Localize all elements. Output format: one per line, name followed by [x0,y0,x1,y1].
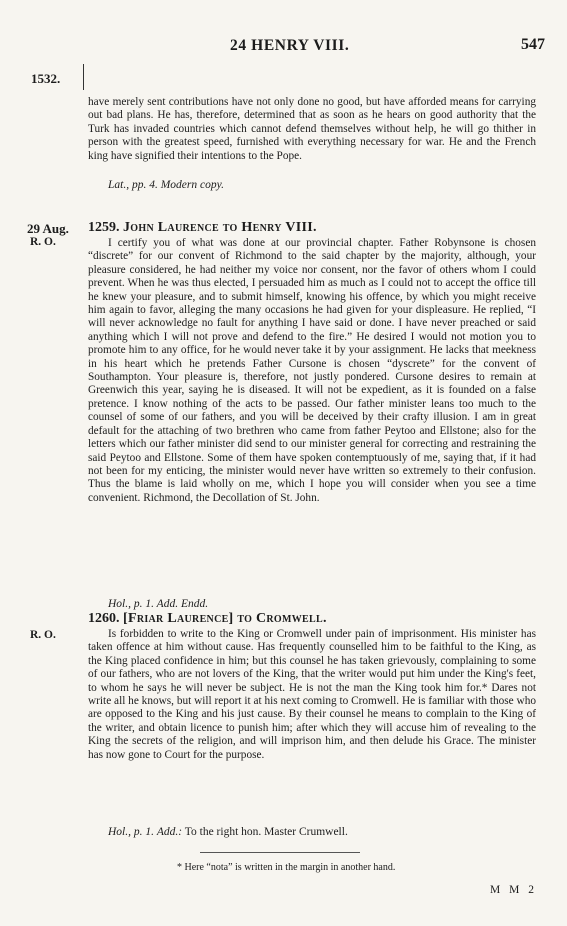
cite-hol: Hol., p. 1. [108,826,154,838]
continuation-text: have merely sent contributions have not only done no good, but have afforded means for carrying out bad plans. He has, therefore, determined that as soon as he hears on good authority that the Turk has invaded countries which cannot defend themselves without help, he will go thither in person with the greatest speed, furnished with everything necessary for war. He and the French king have signified their intentions to the Pope. [88,96,536,162]
entry-1259-text: I certify you of what was done at our provincial chapter. Father Robynsone is chosen “discrete” for our convent of Richmond to the said chapter by the majority, although, your pleasure considered, he had neither my voice nor consent, nor the favor of others whom I could prevent. When he was thus elected, I persuaded him as much as I could not to accept the office till he knew your pleasure, and to submit himself, knowing his offence, by which you might receive him again to favor, alleging the many occasions he had given for your displeasure. He replied, “I will never acknowledge no fault for anything I have said or done. I have never preached or said anything which I will not prove and defend to the fire.” He desired I would not motion you to promote him to any office, for he would never take it by your assignment. He lacks that meekness in his heart which he pretends Father Cursone is chosen “dyscrete” for the convent of Southampton. Your pleasure is, therefore, not justly pondered. Cursone desires to remain at Greenwich this year, saying he is diseased. It will not be expedient, as it is founded on a false pretence. I know nothing of the acts to be passed. Our father minister leans too much to the counsel of some of our fathers, and you will be deceived by their crafty illusion. I am in great default for the attaching of two brethren who came from father Peytoo and Ellstone; also for the letters which our father minister did send to our minister general for correcting and restraining the said Peytoo and Ellstone. Some of them have spoken contemptuously of me, saying that, if it had not been for my enticing, the minister would never have written so extremely to their confusion. Thus the blame is laid wholly on me, which I hope you will consider when you see a time convenient. Richmond, the Decollation of St. John. [88,237,536,504]
cite-text: Hol., p. 1. Add. Endd. [108,598,209,610]
year-divider [83,64,84,90]
cite-add: Add.: [156,826,183,838]
entry-1260-number: 1260. [88,611,120,626]
signature-mark: M M 2 [490,884,537,896]
entry-1259-number: 1259. [88,220,120,235]
continuation-cite [108,179,224,191]
entry-1259-cite [108,598,208,610]
cite-rest: To the right hon. Master Crumwell. [184,826,348,838]
entry-1259-source: R. O. [30,236,56,248]
running-title: 24 HENRY VIII. [230,37,350,54]
cite-text: Lat., pp. 4. Modern copy. [108,179,224,191]
margin-year: 1532. [31,71,61,86]
entry-1259-heading [88,220,536,236]
footnote: * Here “nota” is written in the margin in another hand. [177,862,396,873]
footnote-rule [200,852,360,853]
entry-1259-date: 29 Aug. [27,221,69,236]
entry-1260-text: Is forbidden to write to the King or Cromwell under pain of imprisonment. His minister has taken offence at him without cause. Has frequently counselled him to be faithful to the King, as the King placed confidence in him; but this counsel he has taken grievously, complaining to some of our fathers, who are not lovers of the King, that the writer would put him under the King's feet, to whom he says he will never be subject. He is not the man the King took him for.* Dares not write all he knows, but will report it at his next coming to Cromwell. He is familiar with those who are opposed to the King and his just cause. By their counsel he means to complain to the King of the writer, and obtain licence to punish him; after which they will accuse him of revealing to the King the secrets of the religion, and will imprison him, and then delude his Grace. The minister has now gone to Court for the purpose. [88,628,536,761]
running-head [0,37,567,57]
entry-1260-heading [88,611,536,627]
entry-1260-source: R. O. [30,629,56,641]
entry-1260-title: [Friar Laurence] to Cromwell. [123,611,327,626]
entry-1259-title: John Laurence to Henry VIII. [123,220,317,235]
entry-1260-cite [108,826,348,838]
page-number: 547 [521,36,545,53]
